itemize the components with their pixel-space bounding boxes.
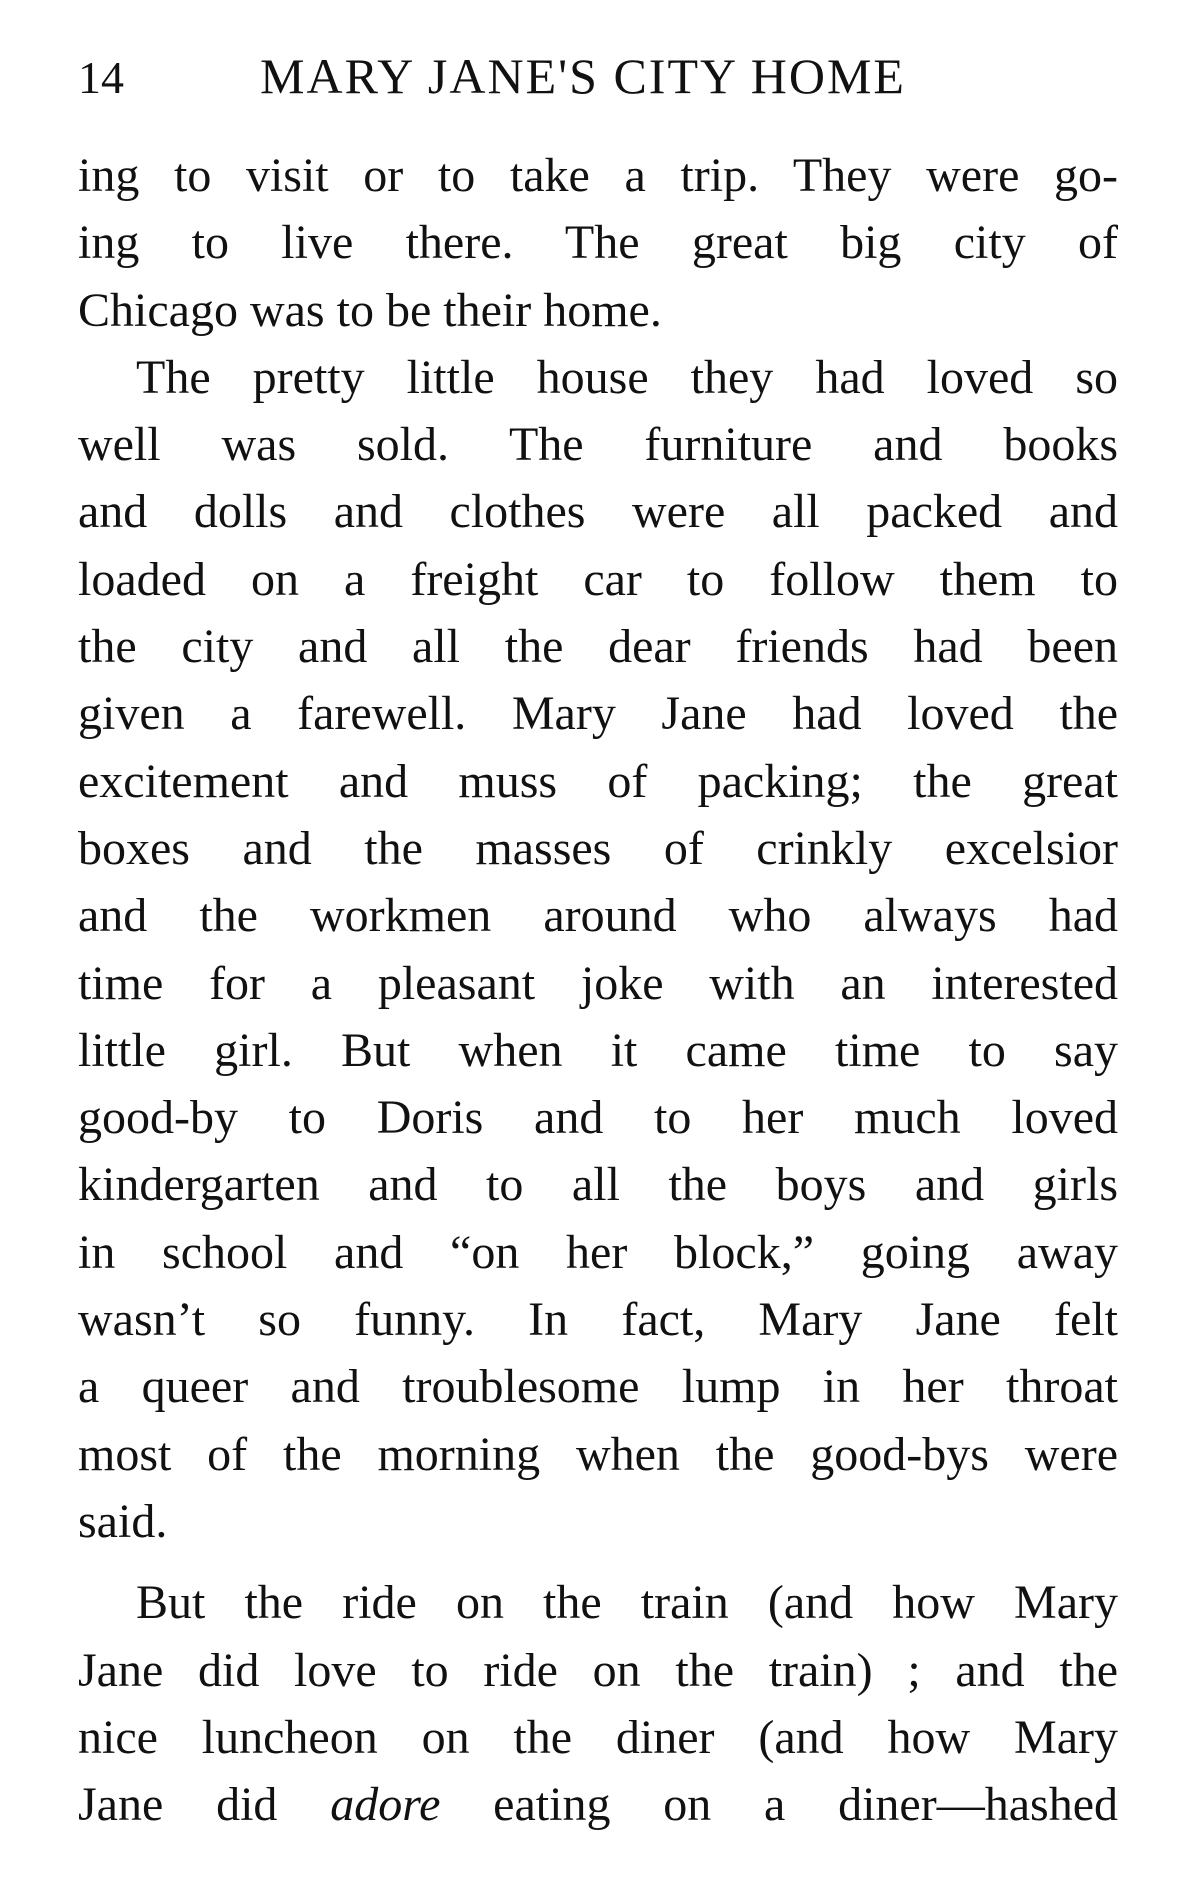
text-line: said. [78, 1494, 168, 1548]
text-line: wasn’t so funny. In fact, Mary Jane felt [78, 1293, 1118, 1347]
text-line: little girl. But when it came time to say [78, 1023, 1118, 1077]
text-line: the city and all the dear friends had been [78, 620, 1118, 674]
text-line: a queer and troublesome lump in her throat [78, 1360, 1118, 1414]
italic-word: adore [330, 1778, 441, 1832]
text-line: loaded on a freight car to follow them to [78, 552, 1118, 606]
text-line: Jane did love to ride on the train) ; and the [78, 1643, 1118, 1697]
text-line: kindergarten and to all the boys and girls [78, 1158, 1118, 1212]
text-line: most of the morning when the good-bys were [78, 1427, 1118, 1481]
text-line: excitement and muss of packing; the great [78, 754, 1118, 808]
paragraph-gap [78, 1555, 1118, 1569]
text-line: Chicago was to be their home. [78, 283, 662, 337]
text-fragment: eating on a diner—hashed [440, 1778, 1118, 1832]
text-line: But the ride on the train (and how Mary [136, 1576, 1118, 1630]
text-line: time for a pleasant joke with an interested [78, 956, 1118, 1010]
text-line: and dolls and clothes were all packed and [78, 485, 1118, 539]
text-line: The pretty little house they had loved so [136, 350, 1118, 404]
body-text [78, 142, 1118, 1838]
text-line: in school and “on her block,” going away [78, 1225, 1118, 1279]
text-line: boxes and the masses of crinkly excelsior [78, 821, 1118, 875]
text-line-final [78, 1771, 1118, 1838]
text-line: nice luncheon on the diner (and how Mary [78, 1710, 1118, 1764]
text-line: ing to live there. The great big city of [78, 216, 1118, 270]
text-line: given a farewell. Mary Jane had loved the [78, 687, 1118, 741]
text-line: good-by to Doris and to her much loved [78, 1091, 1118, 1145]
running-title: MARY JANE'S CITY HOME [260, 48, 906, 104]
text-line: and the workmen around who always had [78, 889, 1118, 943]
text-line: well was sold. The furniture and books [78, 418, 1118, 472]
text-line: ing to visit or to take a trip. They were go- [78, 149, 1118, 202]
page-header [78, 46, 1138, 106]
text-fragment: Jane did [78, 1778, 331, 1832]
page-number: 14 [78, 52, 124, 103]
